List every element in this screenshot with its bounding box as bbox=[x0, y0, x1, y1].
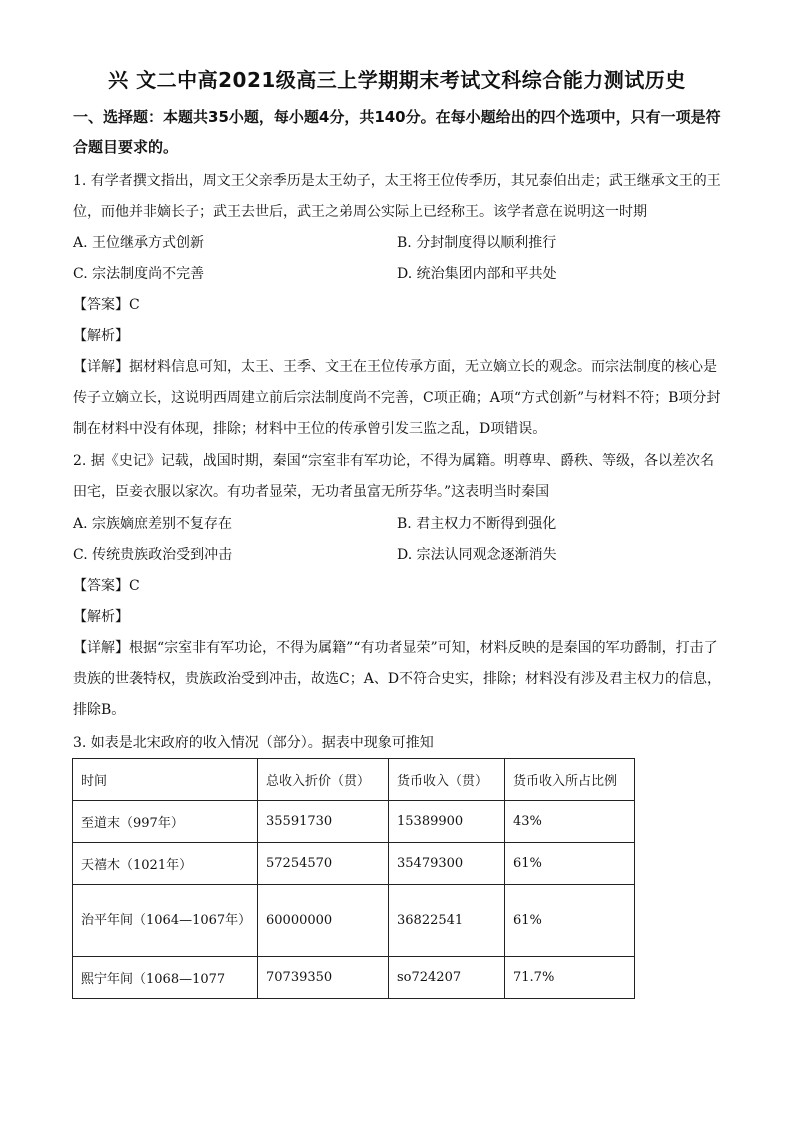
q1-answer: 【答案】C bbox=[73, 297, 140, 313]
table-cell: 60000000 bbox=[258, 885, 389, 957]
table-cell: 35479300 bbox=[389, 843, 505, 885]
table-row bbox=[73, 843, 635, 885]
table-cell: 15389900 bbox=[389, 801, 505, 843]
revenue-table bbox=[72, 758, 635, 999]
q1-option-c: C. 宗法制度尚不完善 bbox=[73, 266, 205, 282]
table-cell: 治平年间（1064—1067年） bbox=[73, 885, 258, 957]
table-cell: 61% bbox=[505, 885, 635, 957]
table-row bbox=[73, 801, 635, 843]
question-2-stem: 2. 据《史记》记载，战国时期，秦国“宗室非有军功论，不得为属籍。明尊卑、爵秩、等级，各以差次名田宅，臣妾衣服以家次。有功者显荣，无功者虽富无所芬华。”这表明当时秦国 bbox=[73, 453, 714, 500]
table-header-row bbox=[73, 759, 635, 801]
q1-analysis-label: 【解析】 bbox=[73, 328, 129, 344]
table-cell: 70739350 bbox=[258, 957, 389, 999]
table-cell: 天禧木（1021年） bbox=[73, 843, 258, 885]
section-header: 一、选择题：本题共35小题，每小题4分，共140分。在每小题给出的四个选项中，只有一项是符合题目要求的。 bbox=[73, 108, 721, 156]
q2-analysis-label: 【解析】 bbox=[73, 609, 129, 625]
table-cell: 57254570 bbox=[258, 843, 389, 885]
q2-option-a: A. 宗族嫡庶差别不复存在 bbox=[73, 516, 233, 532]
q2-answer: 【答案】C bbox=[73, 578, 140, 594]
q1-option-a: A. 王位继承方式创新 bbox=[73, 235, 205, 251]
q2-detail: 【详解】根据“宗室非有军功论，不得为属籍”“有功者显荣”可知，材料反映的是秦国的军功爵制，打击了贵族的世袭特权，贵族政治受到冲击，故选C；A、D不符合史实，排除；材料没有涉及君主权力的信息，排除B。 bbox=[73, 640, 722, 718]
table-cell: 35591730 bbox=[258, 801, 389, 843]
table-row bbox=[73, 885, 635, 957]
q2-option-d: D. 宗法认同观念逐渐消失 bbox=[397, 547, 557, 563]
table-cell: 71.7% bbox=[505, 957, 635, 999]
table-cell: 至道末（997年） bbox=[73, 801, 258, 843]
question-1-stem: 1. 有学者撰文指出，周文王父亲季历是太王幼子，太王将王位传季历，其兄泰伯出走；武王继承文王的王位，而他并非嫡长子；武王去世后，武王之弟周公实际上已经称王。该学者意在说明这一时期 bbox=[73, 173, 721, 220]
table-header-cell: 时间 bbox=[73, 759, 258, 801]
q2-option-c: C. 传统贵族政治受到冲击 bbox=[73, 547, 233, 563]
table-cell: so724207 bbox=[389, 957, 505, 999]
table-cell: 36822541 bbox=[389, 885, 505, 957]
q1-detail: 【详解】据材料信息可知，太王、王季、文王在王位传承方面，无立嫡立长的观念。而宗法制度的核心是传子立嫡立长，这说明西周建立前后宗法制度尚不完善，C项正确；A项“方式创新”与材料不符；B项分封制在材料中没有体现，排除；材料中王位的传承曾引发三监之乱，D项错误。 bbox=[73, 359, 721, 437]
table-header-cell: 货币收入（贯） bbox=[389, 759, 505, 801]
table-cell: 43% bbox=[505, 801, 635, 843]
q1-option-d: D. 统治集团内部和平共处 bbox=[397, 266, 557, 282]
table-cell: 61% bbox=[505, 843, 635, 885]
question-3-stem: 3. 如表是北宋政府的收入情况（部分）。据表中现象可推知 bbox=[73, 735, 434, 751]
q2-option-b: B. 君主权力不断得到强化 bbox=[397, 516, 557, 532]
table-header-cell: 总收入折价（贯） bbox=[258, 759, 389, 801]
table-cell: 熙宁年间（1068—1077 bbox=[73, 957, 258, 999]
table-row bbox=[73, 957, 635, 999]
page-title: 兴 文二中高2021级高三上学期期末考试文科综合能力测试历史 bbox=[108, 68, 686, 92]
table-header-cell: 货币收入所占比例 bbox=[505, 759, 635, 801]
q1-option-b: B. 分封制度得以顺利推行 bbox=[397, 235, 557, 251]
